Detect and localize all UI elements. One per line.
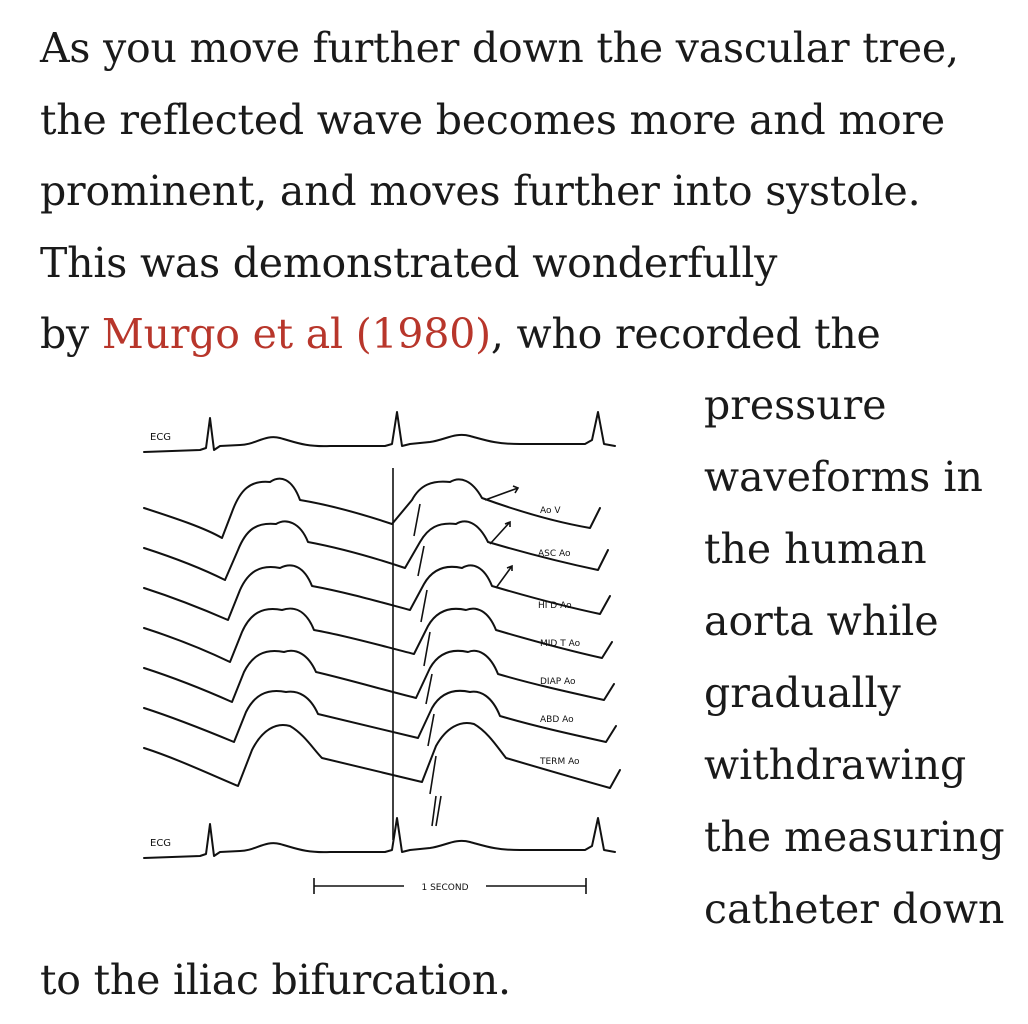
- side-line-6: withdrawing: [704, 741, 967, 789]
- side-line-8: catheter down: [704, 885, 1005, 933]
- trace-label-ao-v: Ao V: [540, 506, 561, 516]
- foot-markers: [414, 504, 441, 826]
- paragraph-line-5: [40, 310, 881, 358]
- ecg-trace-top: [144, 412, 615, 452]
- side-line-2: waveforms in: [704, 453, 983, 501]
- paragraph-line-1: As you move further down the vascular tree,: [40, 24, 959, 72]
- line-suffix: , who recorded the: [490, 310, 881, 358]
- citation-link[interactable]: Murgo et al (1980): [101, 310, 491, 358]
- waveform-term-ao: [144, 723, 620, 788]
- waveform-mid-t-ao: [144, 609, 612, 662]
- paragraph-line-4: This was demonstrated wonderfully: [40, 239, 778, 287]
- trace-label-diap-ao: DIAP Ao: [540, 677, 576, 687]
- scale-label: 1 SECOND: [421, 883, 469, 893]
- final-line: to the iliac bifurcation.: [40, 956, 511, 1004]
- line-prefix: by: [40, 310, 102, 358]
- paragraph-line-3: prominent, and moves further into systole.: [40, 167, 921, 215]
- side-line-3: the human: [704, 525, 927, 573]
- waveform-ao-v: [144, 479, 600, 538]
- trace-label-term-ao: TERM Ao: [540, 757, 580, 767]
- pressure-waveform-figure: [130, 400, 630, 910]
- side-line-4: aorta while: [704, 597, 939, 645]
- side-line-7: the measuring: [704, 813, 1005, 861]
- trace-label-mid-t-ao: MID T Ao: [540, 639, 581, 649]
- trace-label-hi-d-ao: HI D Ao: [538, 601, 572, 611]
- ecg-trace-bottom: [144, 818, 615, 858]
- ecg-label-top: ECG: [150, 432, 172, 443]
- side-line-5: gradually: [704, 669, 901, 717]
- paragraph-line-2: the reflected wave becomes more and more: [40, 96, 945, 144]
- trace-label-asc-ao: ASC Ao: [538, 549, 571, 559]
- ecg-label-bottom: ECG: [150, 838, 172, 849]
- side-line-1: pressure: [704, 381, 887, 429]
- trace-label-abd-ao: ABD Ao: [540, 715, 574, 725]
